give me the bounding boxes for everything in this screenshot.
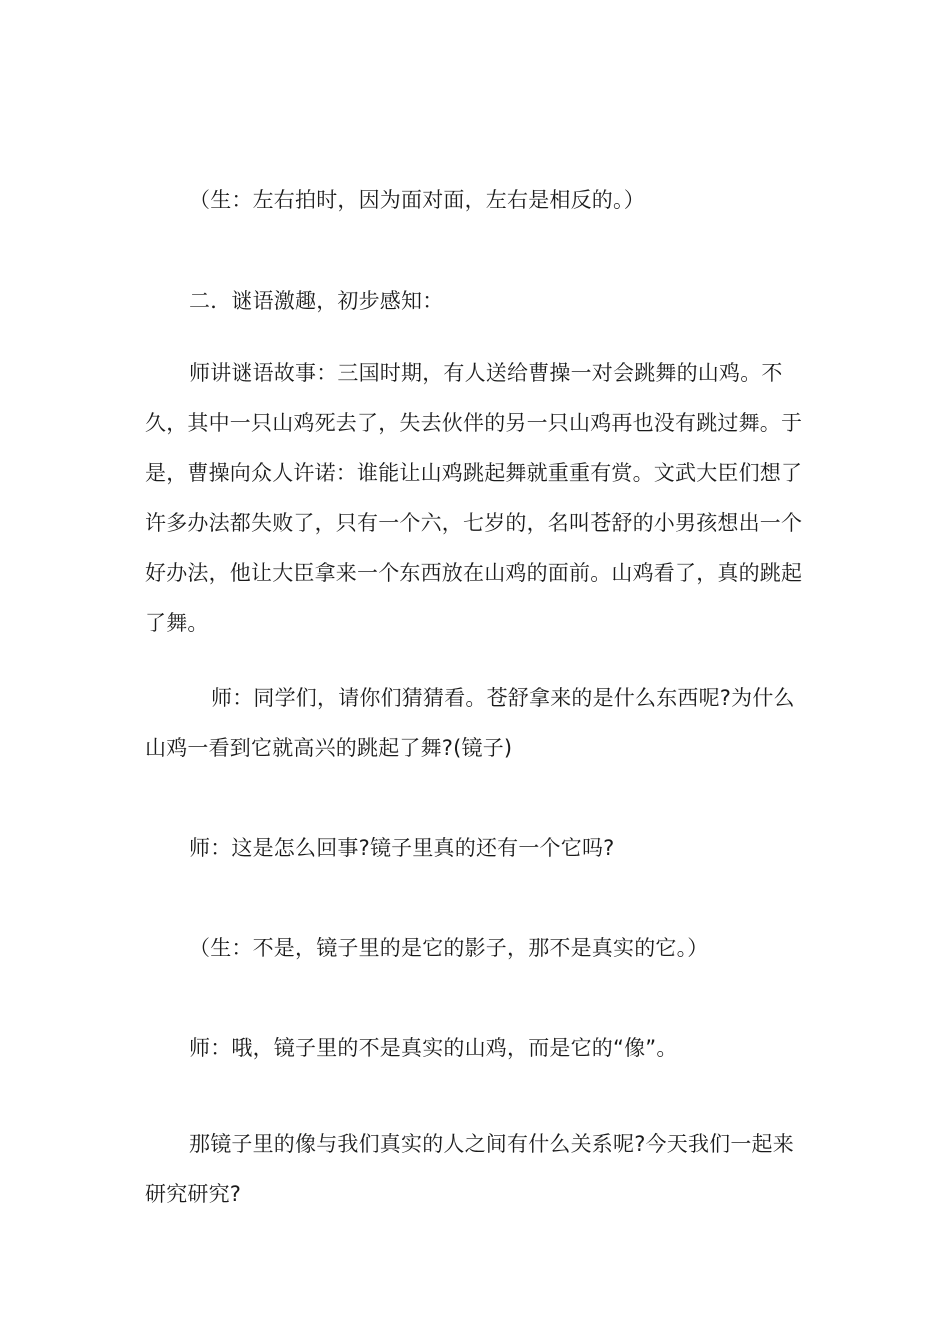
paragraph-teacher-question-mirror: 师：这是怎么回事?镜子里真的还有一个它吗? <box>189 836 615 860</box>
paragraph-student-answer-left-right: （生：左右拍时，因为面对面，左右是相反的。） <box>189 188 645 212</box>
paragraph-student-answer-shadow: （生：不是，镜子里的是它的影子，那不是真实的它。） <box>189 936 709 960</box>
paragraph-teacher-question-guess: 师：同学们，请你们猜猜看。苍舒拿来的是什么东西呢?为什么山鸡一看到它就高兴的跳起了舞?(镜子) <box>145 686 795 760</box>
paragraph-closing-question: 那镜子里的像与我们真实的人之间有什么关系呢?今天我们一起来研究研究? <box>145 1132 794 1206</box>
paragraph-riddle-story: 师讲谜语故事：三国时期，有人送给曹操一对会跳舞的山鸡。不久，其中一只山鸡死去了，失去伙伴的另一只山鸡再也没有跳过舞。于是，曹操向众人许诺：谁能让山鸡跳起舞就重重有赏。文武大臣们想了许多办法都失败了，只有一个六，七岁的，名叫苍舒的小男孩想出一个好办法，他让大臣拿来一个东西放在山鸡的面前。山鸡看了，真的跳起了舞。 <box>145 361 803 635</box>
section-heading-riddle: 二．谜语激趣，初步感知： <box>189 289 444 313</box>
paragraph-teacher-image: 师：哦，镜子里的不是真实的山鸡，而是它的“像”。 <box>189 1036 678 1060</box>
